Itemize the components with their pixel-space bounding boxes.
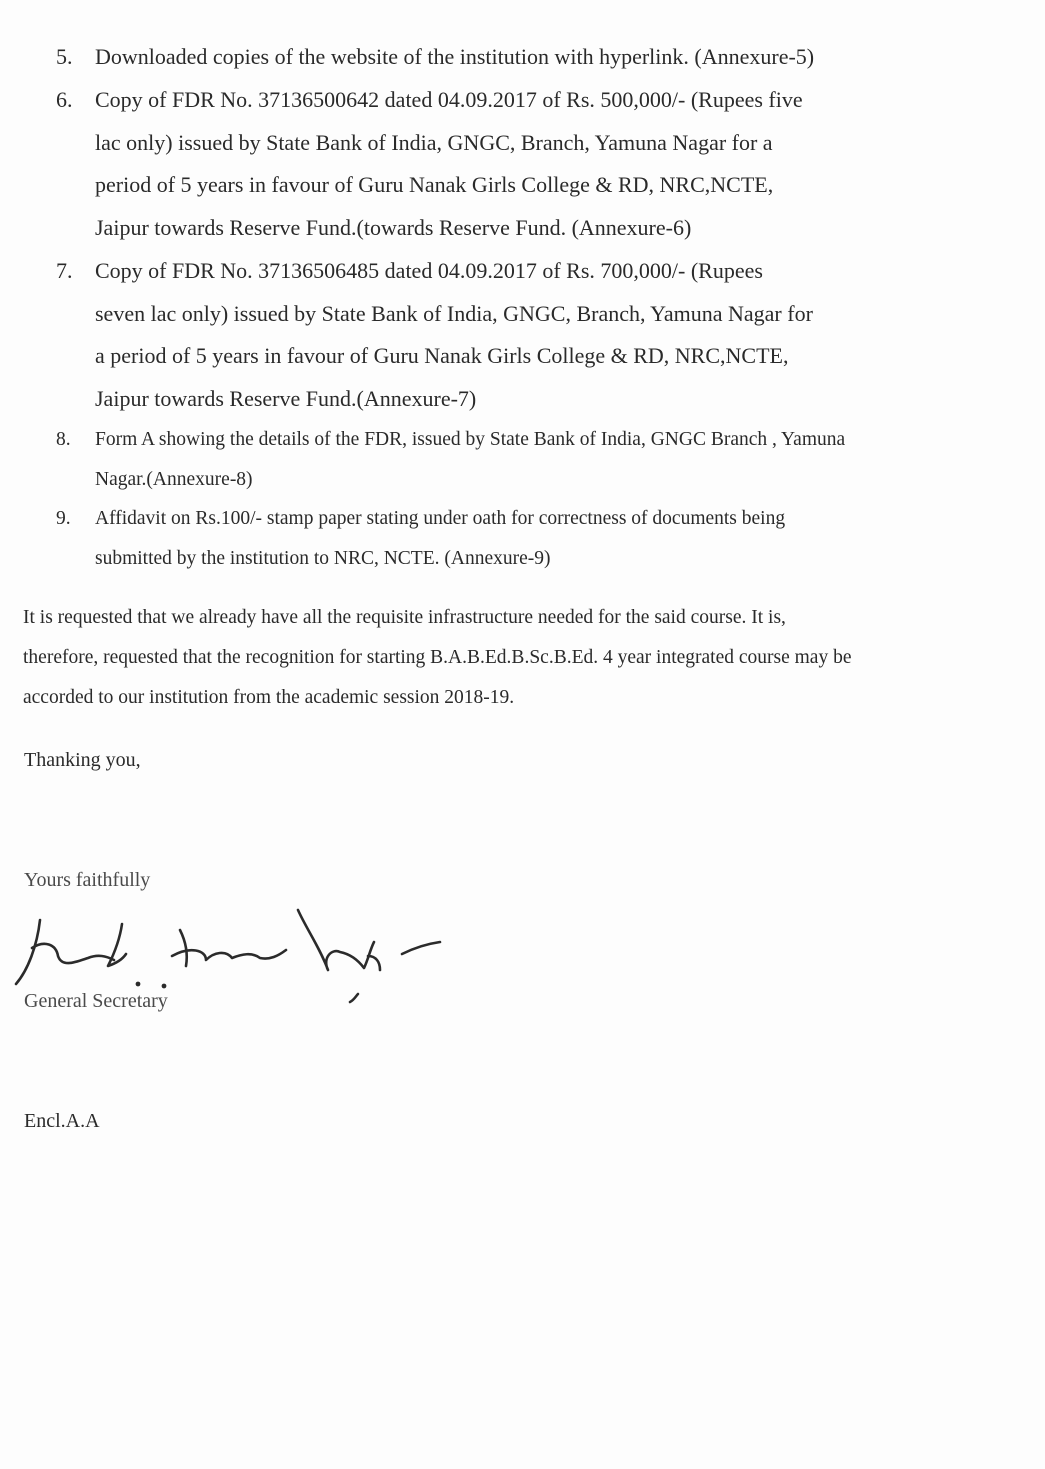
list-item-line: period of 5 years in favour of Guru Nanak Girls College & RD, NRC,NCTE, — [95, 172, 774, 197]
list-item-line: Downloaded copies of the website of the institution with hyperlink. (Annexure-5) — [95, 44, 815, 69]
paragraph-line: therefore, requested that the recognition for starting B.A.B.Ed.B.Sc.B.Ed. 4 year integrated course may be — [23, 647, 852, 668]
list-item-line: Jaipur towards Reserve Fund.(towards Reserve Fund. (Annexure-6) — [95, 214, 692, 240]
list-item-line: Copy of FDR No. 37136500642 dated 04.09.2017 of Rs. 500,000/- (Rupees five — [95, 87, 803, 112]
list-item-text — [95, 79, 938, 249]
list-item-line: Copy of FDR No. 37136506485 dated 04.09.2017 of Rs. 700,000/- (Rupees — [95, 258, 763, 283]
list-item-number: 8. — [56, 429, 71, 450]
list-item-text — [95, 420, 938, 499]
list-item-text — [95, 36, 938, 79]
list-item-line: Form A showing the details of the FDR, issued by State Bank of India, GNGC Branch , Yamuna — [95, 429, 846, 450]
list-item-number: 5. — [56, 44, 73, 69]
paragraph-line: It is requested that we already have all the requisite infrastructure needed for the said course. It is, — [23, 607, 786, 628]
list-item-text — [95, 499, 938, 578]
list-item-line: seven lac only) issued by State Bank of India, GNGC, Branch, Yamuna Nagar for — [95, 300, 813, 326]
request-paragraph — [23, 598, 1008, 718]
list-item-line: submitted by the institution to NRC, NCTE. (Annexure-9) — [95, 547, 551, 569]
valediction-text: Yours faithfully — [24, 869, 151, 891]
enclosure-text: Encl.A.A — [24, 1110, 100, 1132]
list-item-number: 9. — [56, 508, 71, 529]
closing-text: Thanking you, — [24, 749, 141, 771]
list-item-number: 7. — [56, 258, 73, 283]
list-item-text — [95, 250, 938, 420]
paragraph-line: accorded to our institution from the academic session 2018-19. — [23, 687, 515, 708]
list-item-line: Affidavit on Rs.100/- stamp paper stating under oath for correctness of documents being — [95, 508, 786, 529]
designation-text: General Secretary — [24, 990, 168, 1012]
list-item-number: 6. — [56, 87, 73, 112]
list-item-line: a period of 5 years in favour of Guru Nanak Girls College & RD, NRC,NCTE, — [95, 343, 789, 368]
list-item-line: lac only) issued by State Bank of India, GNGC, Branch, Yamuna Nagar for a — [95, 129, 773, 155]
list-item-line: Jaipur towards Reserve Fund.(Annexure-7) — [95, 385, 477, 411]
list-item-line: Nagar.(Annexure-8) — [95, 468, 253, 490]
